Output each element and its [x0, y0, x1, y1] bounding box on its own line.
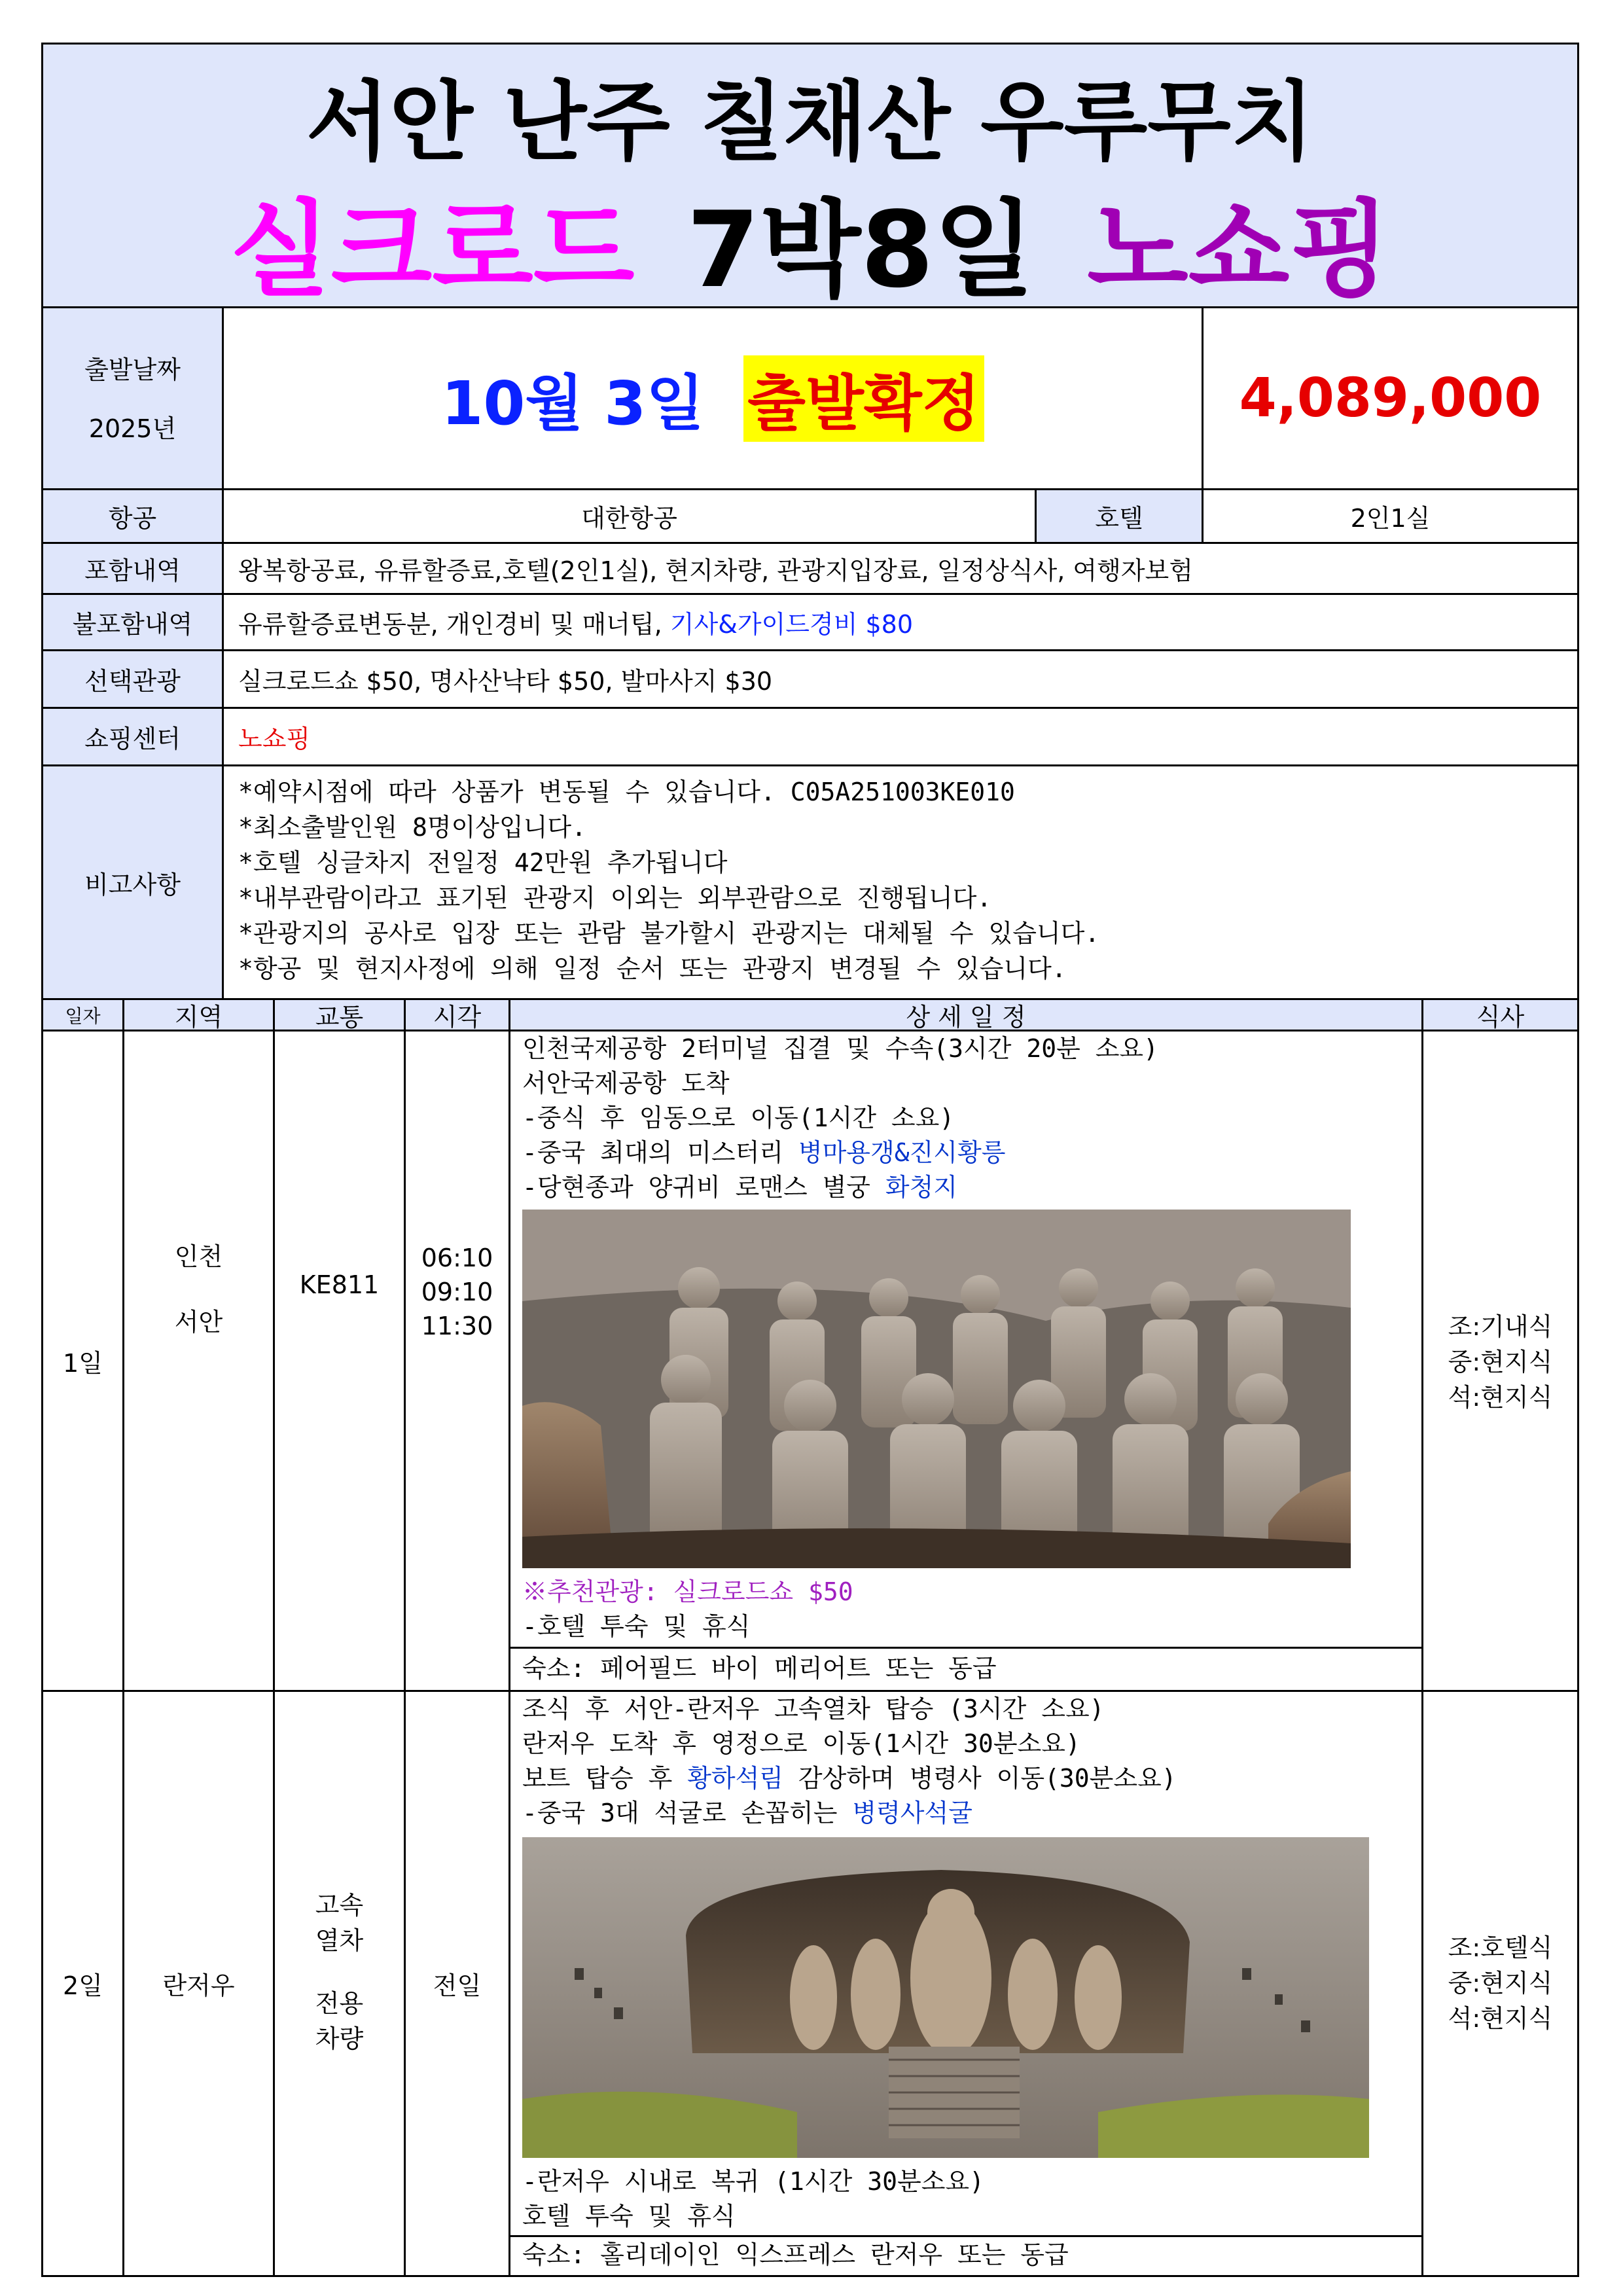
- day1-time2: 09:10: [421, 1278, 493, 1306]
- title-line1: 서안 난주 칠채산 우루무치: [306, 72, 1315, 173]
- day2-line5: -란저우 시내로 복귀 (1시간 30분소요): [522, 2167, 984, 2196]
- note-item: *관광지의 공사로 입장 또는 관람 불가할시 관광지는 대체될 수 있습니다.: [238, 919, 1100, 948]
- notes-label: 비고사항: [43, 766, 224, 998]
- day2-region: 란저우: [124, 1692, 275, 2275]
- excluded-label: 불포함내역: [43, 595, 224, 651]
- day2-meal-breakfast: 조:호텔식: [1448, 1933, 1553, 1962]
- price-cell: [1204, 308, 1577, 490]
- terracotta-warriors-photo: [522, 1210, 1351, 1568]
- day1-time1: 06:10: [421, 1244, 493, 1272]
- day2-time: 전일: [406, 1692, 510, 2275]
- day2-line6: 호텔 투숙 및 휴식: [522, 2202, 736, 2231]
- buddha-grottoes-icon: [522, 1837, 1369, 2158]
- buddha-grottoes-photo: [522, 1837, 1369, 2158]
- departure-date-wrap: [224, 308, 1202, 488]
- included-label: 포함내역: [43, 544, 224, 595]
- day2-line4-text: -중국 3대 석굴로 손꼽히는: [522, 1799, 853, 1827]
- excluded-value: [224, 595, 1577, 651]
- day1-line4-text: -중국 최대의 미스터리: [522, 1138, 798, 1167]
- header-time: 시각: [406, 1000, 510, 1031]
- title-duration: 7박8일: [687, 188, 1035, 311]
- day1-region1: 인천: [174, 1242, 223, 1271]
- day1-detail: [510, 1031, 1423, 1692]
- departure-label-cell: [43, 308, 224, 490]
- shopping-value: 노쇼핑: [224, 709, 1577, 766]
- day1-hotel-divider: [510, 1647, 1421, 1649]
- departure-status-badge: 출발확정: [743, 355, 984, 442]
- day1-transport: KE811: [275, 1031, 406, 1692]
- hotel-value: 2인1실: [1204, 490, 1577, 544]
- day2-meal-dinner: 석:현지식: [1448, 2003, 1553, 2033]
- day2-hotel: 숙소: 홀리데이인 익스프레스 란저우 또는 동급: [522, 2240, 1069, 2269]
- options-label: 선택관광: [43, 651, 224, 709]
- departure-date: 10월 3일: [441, 368, 705, 439]
- header-detail: 상 세 일 정: [510, 1000, 1423, 1031]
- day1-region2: 서안: [174, 1307, 223, 1336]
- day2-detail: [510, 1692, 1423, 2275]
- day2-transport1: 고속: [315, 1890, 364, 1920]
- day2-transport-cell: [275, 1692, 406, 2275]
- day2-line3: [522, 1761, 1177, 1796]
- day1-hotel: 숙소: 페어필드 바이 메리어트 또는 동급: [522, 1654, 997, 1683]
- day1-line1: 인천국제공항 2터미널 집결 및 수속(3시간 20분 소요): [522, 1034, 1158, 1063]
- shopping-label: 쇼핑센터: [43, 709, 224, 766]
- day2-meals-cell: [1423, 1692, 1577, 2275]
- airline-value: 대한항공: [224, 490, 1037, 544]
- day1-line6: -호텔 투숙 및 휴식: [522, 1612, 751, 1641]
- day1-line5-text: -당현종과 양귀비 로맨스 별궁: [522, 1173, 885, 1202]
- day1-time3: 11:30: [421, 1312, 493, 1340]
- header-day: 일자: [43, 1000, 124, 1031]
- day1-region-cell: [124, 1031, 275, 1692]
- day1-line3: -중식 후 임동으로 이동(1시간 소요): [522, 1103, 955, 1132]
- title-block: [43, 45, 1577, 311]
- day2-transport4: 차량: [315, 2024, 364, 2053]
- excluded-highlight: 기사&가이드경비 $80: [669, 610, 914, 639]
- note-item: *항공 및 현지사정에 의해 일정 순서 또는 관광지 변경될 수 있습니다.: [238, 954, 1067, 983]
- day1-line4: [522, 1136, 1005, 1170]
- day1-day: 1일: [43, 1031, 124, 1692]
- day1-recommend: ※추천관광: 실크로드쇼 $50: [522, 1577, 853, 1606]
- departure-year: 2025년: [88, 414, 177, 443]
- day1-line2: 서안국제공항 도착: [522, 1069, 730, 1098]
- day1-meal-lunch: 중:현지식: [1448, 1347, 1553, 1376]
- terracotta-warriors-icon: [522, 1210, 1351, 1568]
- day2-line1: 조식 후 서안-란저우 고속열차 탑승 (3시간 소요): [522, 1695, 1105, 1723]
- header-meals: 식사: [1423, 1000, 1577, 1031]
- note-item: *예약시점에 따라 상품가 변동될 수 있습니다. C05A251003KE010: [238, 778, 1015, 806]
- title-line2: [43, 185, 1577, 311]
- day1-line5: [522, 1170, 957, 1205]
- day2-line3-text: 보트 탑승 후: [522, 1764, 688, 1793]
- header-transport: 교통: [275, 1000, 406, 1031]
- day2-line2: 란저우 도착 후 영정으로 이동(1시간 30분소요): [522, 1729, 1080, 1758]
- hotel-label: 호텔: [1037, 490, 1204, 544]
- header-region: 지역: [124, 1000, 275, 1031]
- notes-list: [224, 766, 1577, 998]
- day2-transport3: 전용: [315, 1988, 364, 2018]
- departure-date-cell: [224, 308, 1204, 490]
- day2-line3-highlight: 황하석림: [687, 1764, 784, 1793]
- day2-line4-highlight: 병령사석굴: [852, 1799, 972, 1827]
- included-value: 왕복항공료, 유류할증료,호텔(2인1실), 현지차량, 관광지입장료, 일정상식사, 여행자보험: [224, 544, 1577, 595]
- day1-meal-dinner: 석:현지식: [1448, 1382, 1553, 1412]
- note-item: *최소출발인원 8명이상입니다.: [238, 813, 587, 842]
- options-value: 실크로드쇼 $50, 명사산낙타 $50, 발마사지 $30: [224, 651, 1577, 709]
- day1-meal-breakfast: 조:기내식: [1448, 1312, 1553, 1341]
- airline-label: 항공: [43, 490, 224, 544]
- day2-hotel-divider: [510, 2235, 1421, 2237]
- day2-transport2: 열차: [315, 1926, 364, 1955]
- departure-label: 출발날짜: [84, 355, 181, 384]
- day2-meal-lunch: 중:현지식: [1448, 1968, 1553, 1998]
- note-item: *내부관람이라고 표기된 관광지 이외는 외부관람으로 진행됩니다.: [238, 884, 992, 912]
- day1-time-cell: [406, 1031, 510, 1692]
- day2-line4: [522, 1796, 972, 1831]
- note-item: *호텔 싱글차지 전일정 42만원 추가됩니다: [238, 848, 728, 877]
- excluded-text: 유류할증료변동분, 개인경비 및 매너팁,: [238, 610, 670, 639]
- day1-meals-cell: [1423, 1031, 1577, 1692]
- day1-line4-highlight: 병마용갱&진시황릉: [798, 1138, 1006, 1167]
- day2-day: 2일: [43, 1692, 124, 2275]
- day1-line5-highlight: 화청지: [885, 1173, 958, 1202]
- title-silkroad: 실크로드: [230, 188, 635, 311]
- title-no-shopping: 노쇼핑: [1087, 188, 1391, 311]
- day2-line3-text2: 감상하며 병령사 이동(30분소요): [783, 1764, 1177, 1793]
- price: 4,089,000: [1239, 367, 1542, 429]
